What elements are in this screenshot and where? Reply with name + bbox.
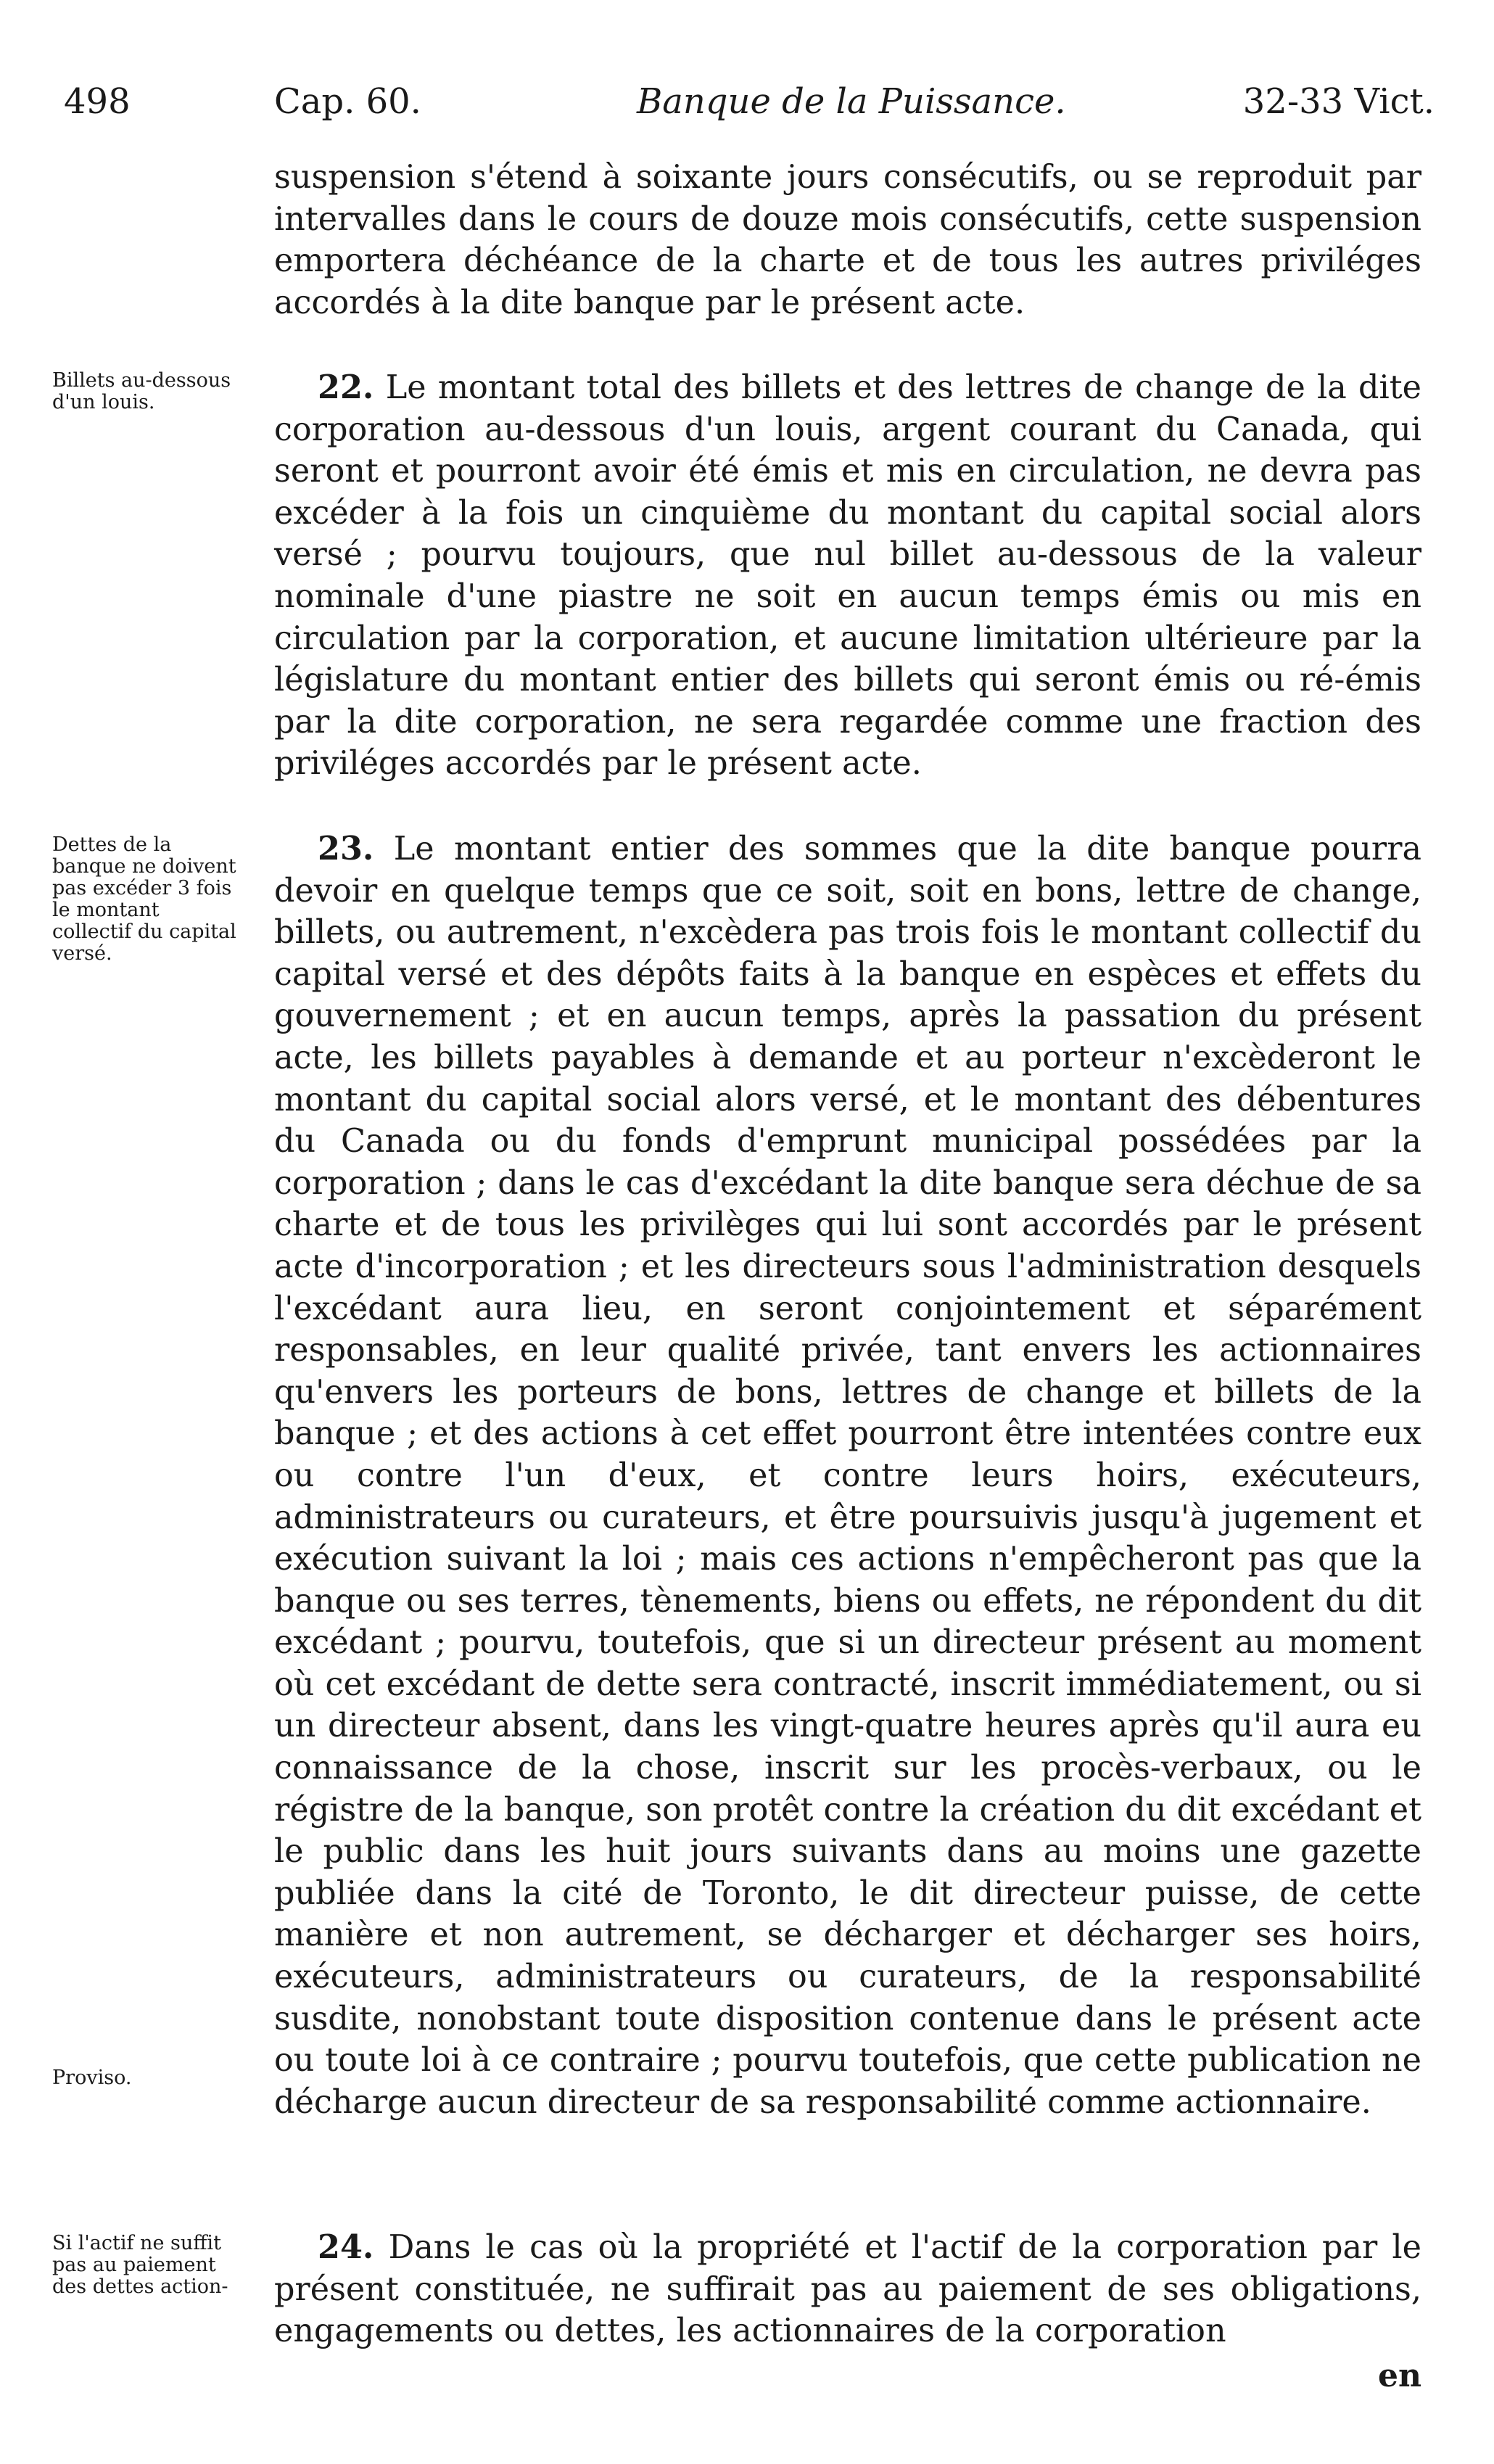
chapter-number: Cap. 60. bbox=[274, 81, 421, 122]
continuation-paragraph bbox=[274, 157, 1421, 324]
margin-note-section-22: Billets au-dessous d'un louis. bbox=[52, 369, 231, 413]
section-text: Le montant entier des sommes que la dite banque pourra devoir en quelque temps que ce soit, soit en bons, lettre de change, billets, ou autrement, n'excèdera pas trois fois le montant collectif du capital versé et des dépôts faits à la banque en espèces et effets du gouvernement ; et en aucun temps, après la passation du présent acte, les billets payables à demande et au porteur n'excèderont le montant du capital social alors versé, et le montant des débentures du Canada ou du fonds d'emprunt municipal possédées par la corporation ; dans le cas d'excédant la dite banque sera déchue de sa charte et de tous les privilèges qui lui sont accordés par le présent acte d'incorporation ; et les directeurs sous l'administration desquels l'excédant aura lieu, en seront conjointement et séparément responsables, en leur qualité privée, tant envers les actionnaires qu'envers les porteurs de bons, lettres de change et billets de la banque ; et des actions à cet effet pourront être intentées contre eux ou contre l'un d'eux, et contre leurs hoirs, exécuteurs, administrateurs ou curateurs, et être poursuivis jusqu'à jugement et exécution suivant la loi ; mais ces actions n'empêcheront pas que la banque ou ses terres, tènements, biens ou effets, ne répondent du dit excédant ; pourvu, toutefois, que si un directeur présent au moment où cet excédant de dette sera contracté, inscrit immédiatement, ou si un directeur absent, dans les vingt-quatre heures après qu'il aura eu connaissance de la chose, inscrit sur les procès-verbaux, ou le régistre de la banque, son protêt contre la création du dit excédant et le public dans les huit jours suivants dans au moins une gazette publiée dans la cité de Toronto, le dit directeur puisse, de cette manière et non autrement, se décharger et décharger ses hoirs, exécuteurs, administrateurs ou curateurs, de la responsabilité susdite, nonobstant toute disposition contenue dans le présent acte ou toute loi à ce contraire ; pourvu toutefois, que cette publication ne décharge aucun directeur de sa responsabilité comme actionnaire. bbox=[274, 831, 1421, 2121]
continuation-text: suspension s'étend à soixante jours consécutifs, ou se reproduit par intervalles dans le cours de douze mois consécutifs, cette suspension emportera déchéance de la charte et de tous les autres priviléges accordés à la dite banque par le présent acte. bbox=[274, 159, 1421, 321]
section-number: 22. bbox=[318, 368, 374, 406]
regnal-year: 32-33 Vict. bbox=[1242, 81, 1435, 122]
section-text: Dans le cas où la propriété et l'actif de la corporation par le présent constituée, ne suffirait pas au paiement de ses obligations, engagements ou dettes, les actionnaires de la corporation bbox=[274, 2229, 1421, 2350]
page-number: 498 bbox=[64, 81, 131, 122]
section-23 bbox=[274, 828, 1421, 2123]
section-22 bbox=[274, 367, 1421, 785]
margin-note-proviso: Proviso. bbox=[52, 2067, 132, 2089]
margin-note-section-24: Si l'actif ne suffit pas au paiement des dettes action- bbox=[52, 2232, 228, 2298]
section-number: 23. bbox=[318, 830, 374, 868]
section-number: 24. bbox=[318, 2228, 374, 2266]
section-text: Le montant total des billets et des lettres de change de la dite corporation au-dessous d'un louis, argent courant du Canada, qui seront et pourront avoir été émis et mis en circulation, ne devra pas excéder à la fois un cinquième du montant du capital social alors versé ; pourvu toujours, que nul billet au-dessous de la valeur nominale d'une piastre ne soit en aucun temps émis ou mis en circulation par la corporation, et aucune limitation ultérieure par la législature du montant entier des billets qui seront émis ou ré-émis par la dite corporation, ne sera regardée comme une fraction des priviléges accordés par le présent acte. bbox=[274, 369, 1421, 783]
catchword: en bbox=[1378, 2357, 1421, 2394]
running-title: Banque de la Puissance. bbox=[637, 81, 1066, 122]
section-24 bbox=[274, 2227, 1421, 2352]
margin-note-section-23: Dettes de la banque ne doivent pas excéder 3 fois le montant collectif du capital versé. bbox=[52, 833, 236, 965]
running-header bbox=[64, 80, 1435, 123]
